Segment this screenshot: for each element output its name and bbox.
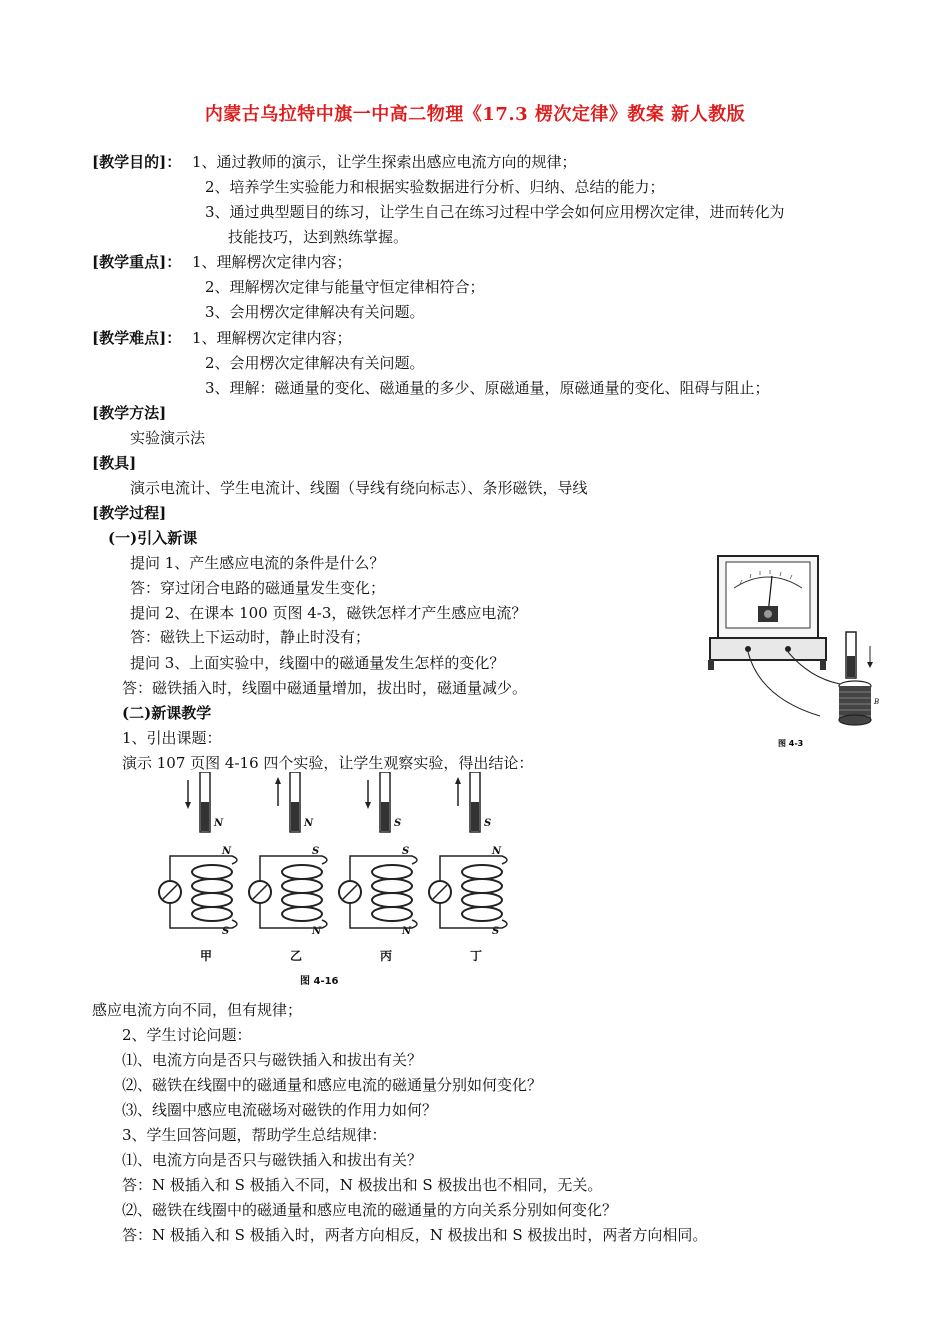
body-line: ⑵、磁铁在线圈中的磁通量和感应电流的磁通量的方向关系分别如何变化？ [122, 1201, 618, 1219]
qa-line: 提问 2、在课本 100 页图 4-3，磁铁怎样才产生感应电流？ [130, 604, 527, 622]
coil-top-pole: S [312, 846, 320, 857]
coil-loop [282, 893, 322, 907]
arrow-head [455, 777, 461, 784]
objective-item: 技能技巧，达到熟练掌握。 [228, 228, 409, 246]
magnet-pole-shade [201, 802, 209, 831]
qa-line: 答：磁铁插入时，线圈中磁通量增加，拔出时，磁通量减少。 [122, 679, 528, 697]
coil-bottom-pole: S [222, 926, 230, 937]
objective-item: 3、通过典型题目的练习，让学生自己在练习过程中学会如何应用楞次定律，进而转化为 [205, 203, 785, 221]
objectives-label: [教学目的]： [92, 153, 182, 171]
difficulty-item: 1、理解楞次定律内容； [192, 329, 352, 347]
coil-loop [372, 893, 412, 907]
objective-item: 2、培养学生实验能力和根据实验数据进行分析、归纳、总结的能力； [205, 178, 665, 196]
coil-top-pole: N [222, 846, 232, 857]
figure-4-3 [700, 548, 890, 758]
body-line: 答：N 极插入和 S 极插入时，两者方向相反，N 极拔出和 S 极拔出时，两者方向相同。 [122, 1226, 708, 1244]
body-line: 演示 107 页图 4-16 四个实验，让学生观察实验，得出结论： [122, 754, 534, 772]
magnet-pole-label: N [214, 818, 224, 829]
keypoint-item: 3、会用楞次定律解决有关问题。 [205, 303, 425, 321]
difficulties-label: [教学难点]： [92, 329, 182, 347]
coil-loop [192, 865, 232, 879]
coil-loop [462, 907, 502, 921]
four-experiments-illustration [150, 772, 510, 992]
panel-label: 甲 [200, 949, 213, 963]
qa-line: 提问 1、产生感应电流的条件是什么？ [130, 554, 385, 572]
coil-loop [462, 879, 502, 893]
coil-loop [192, 893, 232, 907]
magnet-pole-label: S [484, 818, 492, 829]
coil-top-pole: N [492, 846, 502, 857]
keypoint-item: 1、理解楞次定律内容； [192, 253, 352, 271]
magnet-pole-label: S [394, 818, 402, 829]
body-line: ⑴、电流方向是否只与磁铁插入和拔出有关？ [122, 1151, 423, 1169]
coil-loop [282, 879, 322, 893]
figure-4-16 [150, 772, 510, 992]
coil-bottom-pole: S [492, 926, 500, 937]
coil-loop [462, 893, 502, 907]
panel-label: 丁 [470, 949, 483, 963]
galvanometer-coil-illustration [700, 548, 890, 758]
magnet-pole-shade [471, 802, 479, 831]
arrow-head [185, 802, 191, 809]
difficulty-item: 3、理解：磁通量的变化、磁通量的多少、原磁通量，原磁通量的变化、阻碍与阻止； [205, 379, 770, 397]
coil-loop [372, 879, 412, 893]
coil-label: B [874, 698, 880, 706]
magnet-pole-label: N [304, 818, 314, 829]
qa-line: 答：磁铁上下运动时，静止时没有； [130, 628, 371, 646]
document-title: 内蒙古乌拉特中旗一中高二物理《17.3 楞次定律》教案 新人教版 [204, 104, 746, 125]
panel-label: 乙 [290, 949, 303, 963]
coil-loop [462, 865, 502, 879]
magnet-pole-shade [291, 802, 299, 831]
coil-loop [192, 907, 232, 921]
body-line: 感应电流方向不同，但有规律； [92, 1001, 303, 1019]
body-line: ⑵、磁铁在线圈中的磁通量和感应电流的磁通量分别如何变化？ [122, 1076, 543, 1094]
figure-4-16-caption: 图 4-16 [300, 976, 339, 987]
body-line: ⑶、线圈中感应电流磁场对磁铁的作用力如何？ [122, 1101, 438, 1119]
section-intro-heading: (一)引入新课 [108, 529, 198, 547]
body-line: 1、引出课题： [122, 729, 222, 747]
keypoint-item: 2、理解楞次定律与能量守恒定律相符合； [205, 278, 485, 296]
body-line: 3、学生回答问题，帮助学生总结规律： [122, 1126, 387, 1144]
difficulty-item: 2、会用楞次定律解决有关问题。 [205, 354, 425, 372]
tools-text: 演示电流计、学生电流计、线圈（导线有绕向标志）、条形磁铁，导线 [130, 479, 588, 497]
coil-bottom-pole: N [312, 926, 322, 937]
coil-loop [372, 865, 412, 879]
panel-label: 丙 [380, 949, 393, 963]
body-line: 答：N 极插入和 S 极插入不同，N 极拔出和 S 极拔出也不相同，无关。 [122, 1176, 603, 1194]
qa-line: 提问 3、上面实验中，线圈中的磁通量发生怎样的变化？ [130, 654, 505, 672]
magnet-pole-shade [381, 802, 389, 831]
body-line: 2、学生讨论问题： [122, 1026, 252, 1044]
coil-loop [192, 879, 232, 893]
method-text: 实验演示法 [130, 429, 206, 447]
qa-line: 答：穿过闭合电路的磁通量发生变化； [130, 579, 386, 597]
objective-item: 1、通过教师的演示，让学生探索出感应电流方向的规律； [192, 153, 577, 171]
coil-bottom-pole: N [402, 926, 412, 937]
arrow-head [365, 802, 371, 809]
method-label: [教学方法] [92, 404, 167, 422]
coil-loop [372, 907, 412, 921]
coil-loop [282, 907, 322, 921]
section-new-heading: (二)新课教学 [122, 704, 212, 722]
tools-label: [教具] [92, 454, 137, 472]
arrow-head [275, 777, 281, 784]
figure-4-3-caption: 图 4-3 [778, 739, 804, 748]
keypoints-label: [教学重点]： [92, 253, 182, 271]
process-label: [教学过程] [92, 504, 167, 522]
body-line: ⑴、电流方向是否只与磁铁插入和拔出有关？ [122, 1051, 423, 1069]
coil-loop [282, 865, 322, 879]
coil-top-pole: S [402, 846, 410, 857]
